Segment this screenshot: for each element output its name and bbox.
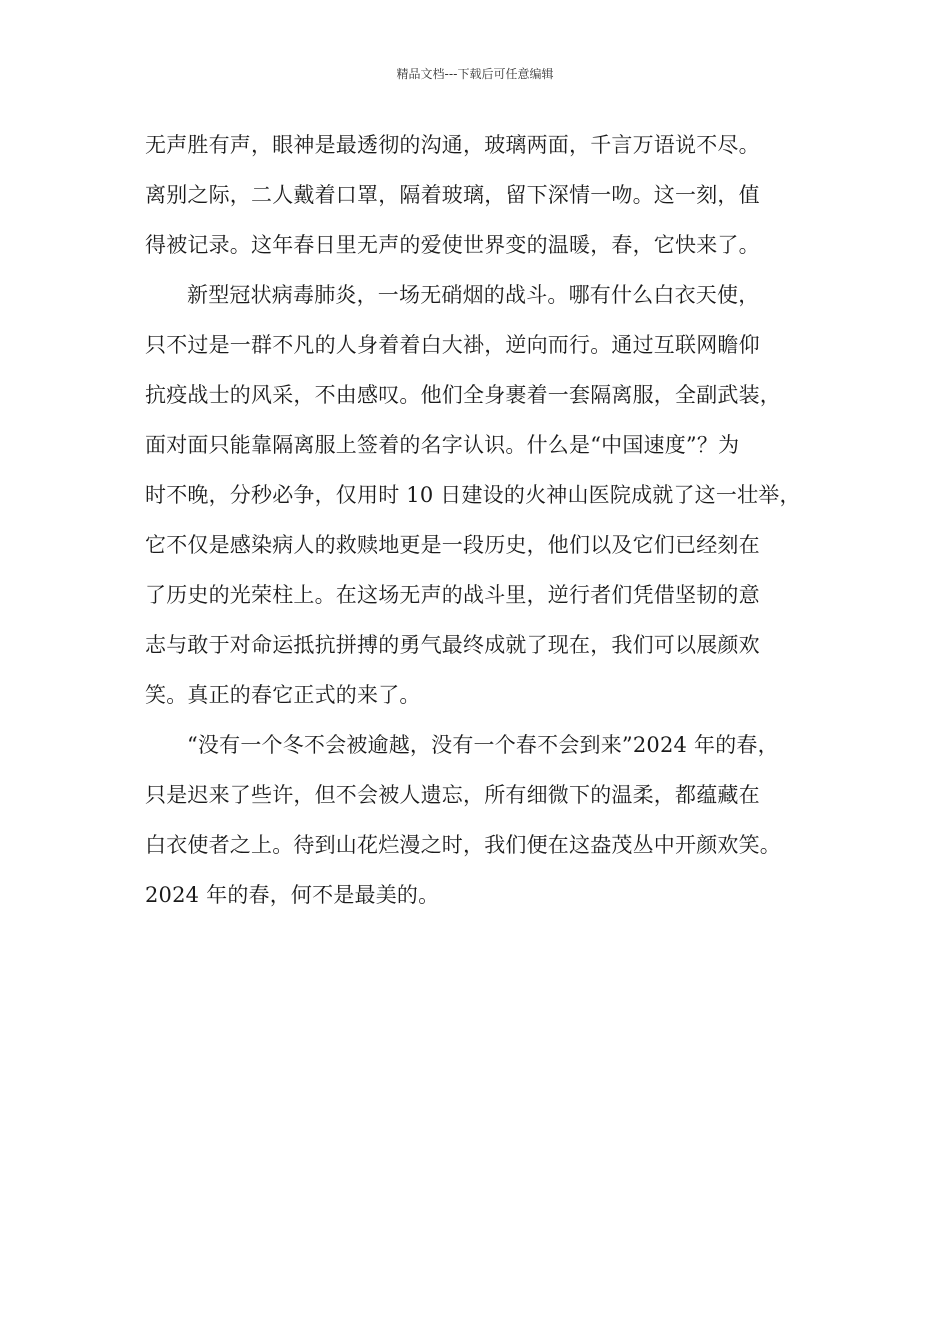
document-body: [145, 120, 807, 920]
paragraph-3: [145, 720, 807, 920]
text-line: 2024 年的春，何不是最美的。: [145, 883, 440, 907]
paragraph-1: [145, 120, 807, 270]
paragraph-2: [145, 270, 807, 720]
text-line: 离别之际，二人戴着口罩，隔着玻璃，留下深情一吻。这一刻，值: [145, 183, 760, 207]
text-line: 了历史的光荣柱上。在这场无声的战斗里，逆行者们凭借坚韧的意: [145, 583, 760, 607]
text-line: 抗疫战士的风采，不由感叹。他们全身裹着一套隔离服，全副武装，: [145, 383, 781, 407]
page-header: 精品文档---下载后可任意编辑: [396, 67, 554, 81]
text-line: 只是迟来了些许，但不会被人遗忘，所有细微下的温柔，都蕴藏在: [145, 783, 760, 807]
text-line: 白衣使者之上。待到山花烂漫之时，我们便在这盎茂丛中开颜欢笑。: [145, 833, 781, 857]
text-line: “没有一个冬不会被逾越，没有一个春不会到来”2024 年的春，: [187, 733, 779, 757]
text-line: 时不晚，分秒必争，仅用时 10 日建设的火神山医院成就了这一壮举，: [145, 483, 801, 507]
text-line: 它不仅是感染病人的救赎地更是一段历史，他们以及它们已经刻在: [145, 533, 760, 557]
text-line: 无声胜有声，眼神是最透彻的沟通，玻璃两面，千言万语说不尽。: [145, 133, 760, 157]
text-line: 笑。真正的春它正式的来了。: [145, 683, 421, 707]
text-line: 面对面只能靠隔离服上签着的名字认识。什么是“中国速度”？为: [145, 433, 740, 457]
text-line: 得被记录。这年春日里无声的爱使世界变的温暖，春，它快来了。: [145, 233, 760, 257]
text-line: 志与敢于对命运抵抗拼搏的勇气最终成就了现在，我们可以展颜欢: [145, 633, 760, 657]
text-line: 只不过是一群不凡的人身着着白大褂，逆向而行。通过互联网瞻仰: [145, 333, 760, 357]
text-line: 新型冠状病毒肺炎，一场无硝烟的战斗。哪有什么白衣天使，: [187, 283, 760, 307]
